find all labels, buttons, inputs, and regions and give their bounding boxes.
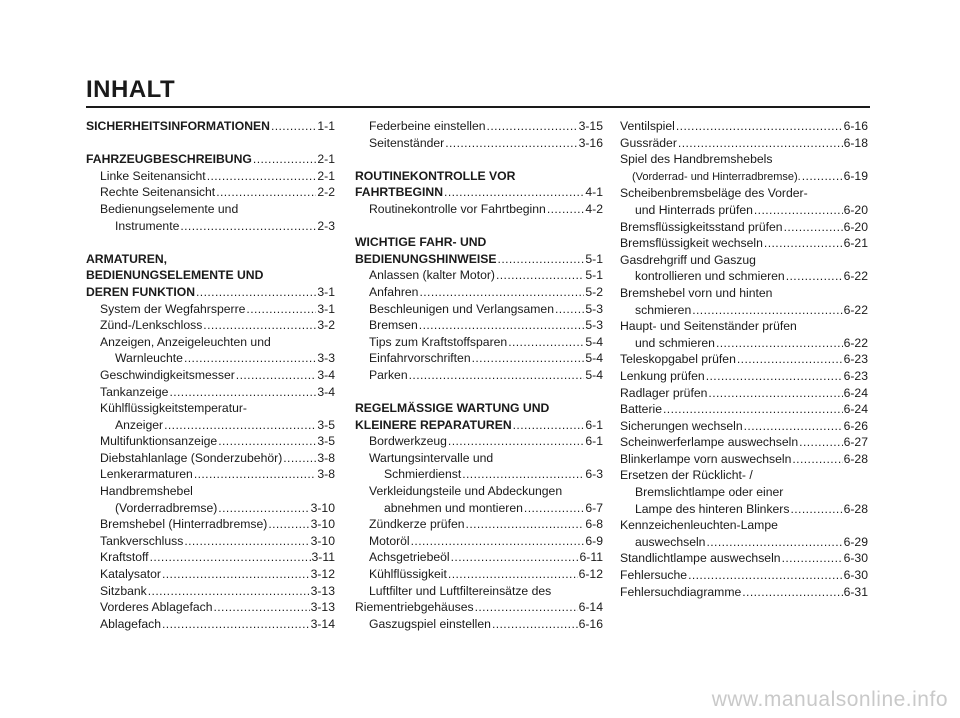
dot-leader	[419, 284, 584, 301]
dot-leader	[754, 202, 843, 219]
toc-page-number: 6-22	[843, 302, 868, 317]
dot-leader	[782, 550, 843, 567]
dot-leader	[524, 500, 584, 517]
dot-leader	[706, 368, 843, 385]
section-gap	[86, 135, 335, 152]
toc-entry-title: Kühlflüssigkeit	[369, 567, 447, 582]
toc-entry[interactable]	[355, 334, 603, 351]
toc-entry-title: auswechseln	[635, 534, 706, 549]
toc-page-number: 5-4	[585, 351, 603, 366]
toc-entry-title: Tankverschluss	[100, 533, 184, 548]
toc-entry-title: Bremsflüssigkeit wechseln	[620, 236, 763, 251]
toc-entry[interactable]	[620, 401, 868, 418]
dot-leader	[462, 466, 584, 483]
dot-leader	[184, 350, 316, 367]
dot-leader	[508, 334, 584, 351]
toc-entry-title: Lenkung prüfen	[620, 368, 705, 383]
toc-entry-title: Scheinwerferlampe auswechseln	[620, 435, 799, 450]
dot-leader	[555, 301, 584, 318]
toc-page-number: 3-10	[310, 517, 335, 532]
toc-page-number: 6-31	[843, 584, 868, 599]
toc-page-number: 3-3	[317, 351, 335, 366]
toc-page-number: 2-1	[317, 152, 335, 167]
toc-page-number: 6-21	[843, 236, 868, 251]
toc-entry-title: Anlassen (kalter Motor)	[369, 268, 495, 283]
toc-page-number: 6-9	[585, 533, 603, 548]
toc-entry[interactable]	[86, 583, 335, 600]
toc-entry[interactable]	[355, 616, 603, 633]
toc-entry-title: (Vorderrad- und Hinterradbremse).	[632, 170, 801, 183]
dot-leader	[283, 450, 316, 467]
toc-entry[interactable]	[620, 550, 868, 567]
toc-entry-title: Bedienungselemente und	[100, 201, 239, 216]
toc-page-number: 3-8	[317, 467, 335, 482]
dot-leader	[203, 317, 316, 334]
toc-entry-title: Zündkerze prüfen	[369, 517, 465, 532]
toc-entry-title: Multifunktionsanzeige	[100, 434, 218, 449]
title-divider	[86, 106, 870, 108]
dot-leader	[445, 135, 577, 152]
toc-entry[interactable]	[86, 616, 335, 633]
toc-entry[interactable]	[86, 466, 335, 483]
toc-page-number: 3-1	[317, 284, 335, 299]
toc-page-number: 4-2	[585, 201, 603, 216]
toc-entry-title: Radlager prüfen	[620, 385, 708, 400]
dot-leader	[194, 466, 317, 483]
toc-page-number: 6-16	[578, 616, 603, 631]
dot-leader	[409, 367, 585, 384]
dot-leader	[688, 567, 843, 584]
dot-leader	[784, 219, 843, 236]
dot-leader	[196, 284, 316, 301]
toc-page-number: 3-4	[317, 384, 335, 399]
toc-entry-title: Blinkerlampe vorn auswechseln	[620, 451, 792, 466]
dot-leader	[466, 516, 585, 533]
toc-page-number: 6-11	[579, 550, 603, 565]
dot-leader	[164, 417, 316, 434]
toc-page-number: 3-13	[310, 583, 335, 598]
toc-page-number: 3-1	[317, 301, 335, 316]
toc-entry-title: Anfahren	[369, 284, 419, 299]
toc-section-entry[interactable]	[86, 151, 335, 168]
dot-leader	[213, 599, 309, 616]
dot-leader	[246, 301, 316, 318]
section-gap	[86, 234, 335, 251]
toc-entry-title: schmieren	[635, 302, 692, 317]
toc-entry-title: Kennzeichenleuchten-Lampe	[620, 518, 778, 533]
toc-page-number: 6-23	[843, 352, 868, 367]
toc-entry-title: Tankanzeige	[100, 384, 169, 399]
toc-entry-title: Sitzbank	[100, 583, 147, 598]
toc-entry-title: Routinekontrolle vor Fahrtbeginn	[369, 201, 546, 216]
toc-page-number: 2-2	[317, 185, 335, 200]
toc-entry[interactable]	[355, 118, 603, 135]
toc-entry-title: Lenkerarmaturen	[100, 467, 193, 482]
toc-entry-title: Vorderes Ablagefach	[100, 600, 213, 615]
dot-leader	[498, 251, 585, 268]
toc-entry[interactable]	[620, 451, 868, 468]
toc-entry-title: Bremsen	[369, 318, 418, 333]
toc-entry-title: Tips zum Kraftstoffsparen	[369, 334, 508, 349]
dot-leader	[496, 267, 584, 284]
toc-entry[interactable]	[355, 566, 603, 583]
toc-entry-title: Bremshebel (Hinterradbremse)	[100, 517, 268, 532]
dot-leader	[150, 549, 311, 566]
toc-entry-title: (Vorderradbremse)	[115, 500, 218, 515]
toc-entry-title: Gasdrehgriff und Gaszug	[620, 252, 756, 267]
toc-page-number: 4-1	[585, 185, 603, 200]
toc-entry[interactable]	[86, 599, 335, 616]
toc-entry-title: Fehlersuche	[620, 568, 688, 583]
dot-leader	[487, 118, 578, 135]
toc-entry-title: Wartungsintervalle und	[369, 450, 494, 465]
toc-entry[interactable]	[86, 549, 335, 566]
dot-leader	[663, 401, 843, 418]
toc-entry-title: Kraftstoff	[100, 550, 149, 565]
toc-page-number: 3-13	[310, 600, 335, 615]
toc-entry[interactable]	[86, 184, 335, 201]
toc-entry-title: und Hinterrads prüfen	[635, 202, 753, 217]
toc-page-number: 6-30	[843, 551, 868, 566]
dot-leader	[547, 201, 585, 218]
toc-entry-title: abnehmen und montieren	[384, 500, 523, 515]
toc-page-number: 6-3	[585, 467, 603, 482]
dot-leader	[764, 235, 843, 252]
toc-page-number: 6-27	[843, 435, 868, 450]
toc-entry[interactable]	[355, 533, 603, 550]
toc-entry-title: Schmierdienst	[384, 467, 462, 482]
toc-page-number: 6-24	[843, 402, 868, 417]
toc-entry-title: Handbremshebel	[100, 484, 193, 499]
toc-entry[interactable]	[86, 201, 335, 234]
toc-entry[interactable]	[86, 367, 335, 384]
toc-entry[interactable]	[620, 467, 868, 517]
toc-page-number: 3-5	[317, 417, 335, 432]
toc-entry[interactable]	[355, 135, 603, 152]
dot-leader	[790, 501, 842, 518]
toc-section-entry[interactable]	[355, 400, 603, 433]
toc-page-number: 3-8	[317, 450, 335, 465]
toc-entry[interactable]	[355, 350, 603, 367]
dot-leader	[492, 616, 578, 633]
toc-page-number: 5-1	[585, 251, 603, 266]
toc-entry[interactable]	[86, 483, 335, 516]
toc-page-number: 6-7	[585, 500, 603, 515]
toc-entry[interactable]	[620, 385, 868, 402]
toc-entry-title: Anzeigen, Anzeigeleuchten und	[100, 334, 271, 349]
toc-page-number: 6-28	[843, 451, 868, 466]
toc-entry[interactable]	[355, 317, 603, 334]
toc-entry[interactable]	[620, 151, 868, 185]
toc-entry-title: Kühlflüssigkeitstemperatur-	[100, 401, 247, 416]
toc-entry-title: DEREN FUNKTION	[86, 284, 196, 299]
toc-entry[interactable]	[86, 433, 335, 450]
toc-entry[interactable]	[86, 400, 335, 433]
toc-entry-title: Sicherungen wechseln	[620, 418, 743, 433]
section-gap	[355, 218, 603, 235]
dot-leader	[218, 433, 316, 450]
toc-page-number: 3-10	[310, 500, 335, 515]
toc-entry-title: Geschwindigkeitsmesser	[100, 367, 235, 382]
page-title: INHALT	[86, 76, 176, 103]
toc-entry[interactable]	[86, 301, 335, 318]
toc-page-number: 6-22	[843, 269, 868, 284]
toc-entry[interactable]	[355, 450, 603, 483]
toc-page-number: 2-3	[317, 218, 335, 233]
dot-leader	[180, 218, 316, 235]
toc-entry-title: Scheibenbremsbeläge des Vorder-	[620, 186, 808, 201]
toc-entry-title: Luftfilter und Luftfiltereinsätze des	[369, 583, 552, 598]
toc-page-number: 6-8	[585, 517, 603, 532]
toc-entry-title: kontrollieren und schmieren	[635, 269, 785, 284]
dot-leader	[419, 317, 585, 334]
toc-entry-title: BEDIENUNGSELEMENTE UND	[86, 268, 264, 283]
toc-entry-title: Ablagefach	[100, 616, 161, 631]
toc-entry[interactable]	[620, 434, 868, 451]
section-gap	[355, 151, 603, 168]
toc-page-number: 6-1	[585, 434, 603, 449]
toc-entry[interactable]	[86, 566, 335, 583]
dot-leader	[678, 135, 843, 152]
toc-page-number: 6-12	[578, 567, 603, 582]
toc-page-number: 5-1	[585, 268, 603, 283]
toc-entry-title: Beschleunigen und Verlangsamen	[369, 301, 554, 316]
toc-entry-title: und schmieren	[635, 335, 715, 350]
toc-entry[interactable]	[620, 567, 868, 584]
dot-leader	[184, 533, 309, 550]
toc-page-number: 6-29	[843, 534, 868, 549]
toc-entry-title: Federbeine einstellen	[369, 119, 486, 133]
toc-entry[interactable]	[355, 301, 603, 318]
toc-page-number: 5-4	[585, 367, 603, 382]
toc-entry-title: BEDIENUNGSHINWEISE	[355, 251, 497, 266]
toc-entry-title: Diebstahlanlage (Sonderzubehör)	[100, 450, 283, 465]
dot-leader	[744, 418, 843, 435]
dot-leader	[737, 351, 843, 368]
toc-entry-title: Verkleidungsteile und Abdeckungen	[369, 484, 563, 499]
dot-leader	[236, 367, 317, 384]
dot-leader	[411, 533, 585, 550]
dot-leader	[692, 302, 842, 319]
toc-entry[interactable]	[355, 433, 603, 450]
toc-entry[interactable]	[620, 185, 868, 218]
dot-leader	[162, 616, 310, 633]
dot-leader	[218, 500, 309, 517]
dot-leader	[448, 433, 584, 450]
toc-page-number: 6-19	[843, 168, 868, 183]
toc-page-number: 3-11	[311, 550, 335, 565]
toc-page-number: 6-1	[585, 417, 603, 432]
toc-page-number: 3-15	[578, 119, 603, 133]
toc-entry-title: Rechte Seitenansicht	[100, 185, 216, 200]
toc-entry-title: Achsgetriebeöl	[369, 550, 450, 565]
toc-entry-title: Einfahrvorschriften	[369, 351, 471, 366]
toc-entry-title: Lampe des hinteren Blinkers	[635, 501, 790, 516]
toc-entry[interactable]	[86, 334, 335, 367]
toc-entry[interactable]	[620, 235, 868, 252]
toc-entry-title: Bremsflüssigkeitsstand prüfen	[620, 219, 783, 234]
toc-page-number: 3-12	[310, 567, 335, 582]
toc-page-number: 6-30	[843, 568, 868, 583]
toc-page-number: 6-28	[843, 501, 868, 516]
toc-page-number: 2-1	[317, 168, 335, 183]
toc-entry-title: Ersetzen der Rücklicht- /	[620, 468, 753, 483]
toc-page-number: 5-3	[585, 318, 603, 333]
toc-page-number: 6-24	[843, 385, 868, 400]
section-gap	[355, 384, 603, 401]
toc-section-entry[interactable]	[355, 168, 603, 201]
toc-entry[interactable]	[355, 583, 603, 616]
toc-entry[interactable]	[620, 135, 868, 152]
toc-entry[interactable]	[355, 549, 603, 566]
toc-entry-title: Linke Seitenansicht	[100, 168, 206, 183]
toc-entry[interactable]	[86, 450, 335, 467]
toc-entry-title: Seitenständer	[369, 135, 445, 150]
dot-leader	[799, 434, 842, 451]
dot-leader	[253, 151, 316, 168]
dot-leader	[148, 583, 310, 600]
toc-page-number: 6-14	[578, 600, 603, 615]
dot-leader	[513, 417, 585, 434]
toc-page-number: 3-10	[310, 533, 335, 548]
toc-entry[interactable]	[620, 285, 868, 318]
dot-leader	[451, 549, 579, 566]
toc-column-1	[86, 118, 335, 632]
toc-entry-title: Ventilspiel	[620, 119, 675, 133]
toc-entry-title: Katalysator	[100, 567, 161, 582]
toc-page-number: 6-22	[843, 335, 868, 350]
toc-page-number: 6-20	[843, 202, 868, 217]
toc-entry-title: WICHTIGE FAHR- UND	[355, 235, 487, 250]
toc-entry-title: Spiel des Handbremshebels	[620, 152, 773, 167]
toc-page-number: 6-16	[843, 119, 868, 133]
toc-entry-title: Bordwerkzeug	[369, 434, 447, 449]
toc-entry-title: Bremshebel vorn und hinten	[620, 285, 773, 300]
dot-leader	[475, 599, 578, 616]
toc-entry[interactable]	[620, 219, 868, 236]
dot-leader	[162, 566, 310, 583]
toc-entry-title: FAHRZEUGBESCHREIBUNG	[86, 152, 252, 167]
toc-entry[interactable]	[620, 351, 868, 368]
toc-column-3	[620, 118, 868, 600]
toc-entry-title: Anzeiger	[115, 417, 164, 432]
dot-leader	[676, 118, 843, 135]
toc-entry[interactable]	[355, 267, 603, 284]
toc-page-number: 3-16	[578, 135, 603, 150]
toc-page-number: 6-20	[843, 219, 868, 234]
toc-entry[interactable]	[620, 368, 868, 385]
toc-page-number: 6-26	[843, 418, 868, 433]
dot-leader	[708, 385, 842, 402]
toc-section-entry[interactable]	[86, 118, 335, 135]
toc-entry-title: Standlichtlampe auswechseln	[620, 551, 781, 566]
toc-section-entry[interactable]	[86, 251, 335, 301]
dot-leader	[472, 350, 585, 367]
toc-entry[interactable]	[620, 118, 868, 135]
dot-leader	[216, 184, 316, 201]
watermark: www.manualsonline.info	[711, 688, 948, 711]
toc-entry-title: Fehlersuchdiagramme	[620, 584, 742, 599]
toc-entry-title: Warnleuchte	[115, 351, 183, 366]
toc-entry-title: Riementriebgehäuses	[355, 600, 474, 615]
toc-entry[interactable]	[355, 367, 603, 384]
toc-entry-title: KLEINERE REPARATUREN	[355, 417, 512, 432]
dot-leader	[802, 168, 843, 185]
toc-page-number: 3-4	[317, 367, 335, 382]
toc-entry-title: Parken	[369, 367, 408, 382]
toc-entry-title: SICHERHEITSINFORMATIONEN	[86, 119, 270, 133]
toc-entry[interactable]	[620, 517, 868, 550]
toc-entry-title: Gussräder	[620, 135, 677, 150]
toc-page-number: 1-1	[317, 119, 335, 133]
toc-entry-title: Gaszugspiel einstellen	[369, 616, 491, 631]
dot-leader	[742, 584, 842, 601]
toc-entry[interactable]	[86, 516, 335, 533]
toc-entry-title: Instrumente	[115, 218, 180, 233]
toc-entry[interactable]	[620, 252, 868, 285]
toc-page-number: 6-23	[843, 368, 868, 383]
dot-leader	[169, 384, 316, 401]
toc-column-2	[355, 118, 603, 632]
toc-entry[interactable]	[86, 533, 335, 550]
toc-section-entry[interactable]	[355, 234, 603, 267]
toc-page-number: 5-2	[585, 284, 603, 299]
toc-page-number: 3-5	[317, 434, 335, 449]
dot-leader	[207, 168, 317, 185]
toc-page-number: 6-18	[843, 135, 868, 150]
toc-entry[interactable]	[620, 584, 868, 601]
dot-leader	[268, 516, 309, 533]
toc-entry-title: Bremslichtlampe oder einer	[635, 485, 784, 500]
toc-entry[interactable]	[355, 201, 603, 218]
toc-entry[interactable]	[86, 317, 335, 334]
toc-entry-title: Zünd-/Lenkschloss	[100, 318, 203, 333]
toc-page-number: 3-14	[310, 616, 335, 631]
dot-leader	[716, 335, 843, 352]
toc-entry[interactable]	[86, 384, 335, 401]
toc-page-number: 5-4	[585, 334, 603, 349]
dot-leader	[786, 268, 843, 285]
toc-entry-title: ARMATUREN,	[86, 251, 168, 266]
dot-leader	[271, 118, 316, 135]
toc-entry[interactable]	[355, 483, 603, 516]
toc-entry-title: ROUTINEKONTROLLE VOR	[355, 168, 516, 183]
dot-leader	[448, 566, 578, 583]
dot-leader	[444, 184, 584, 201]
toc-entry-title: Batterie	[620, 402, 663, 417]
toc-entry[interactable]	[355, 516, 603, 533]
dot-leader	[792, 451, 842, 468]
toc-entry-title: REGELMÄSSIGE WARTUNG UND	[355, 401, 550, 416]
toc-entry-title: Motoröl	[369, 533, 410, 548]
toc-entry[interactable]	[355, 284, 603, 301]
toc-entry-title: System der Wegfahrsperre	[100, 301, 246, 316]
toc-entry-title: Teleskopgabel prüfen	[620, 352, 736, 367]
toc-entry[interactable]	[620, 318, 868, 351]
toc-page-number: 5-3	[585, 301, 603, 316]
toc-entry[interactable]	[86, 168, 335, 185]
toc-entry-title: Haupt- und Seitenständer prüfen	[620, 319, 797, 334]
toc-entry-title: FAHRTBEGINN	[355, 185, 444, 200]
toc-entry[interactable]	[620, 418, 868, 435]
dot-leader	[706, 534, 842, 551]
toc-page-number: 3-2	[317, 318, 335, 333]
